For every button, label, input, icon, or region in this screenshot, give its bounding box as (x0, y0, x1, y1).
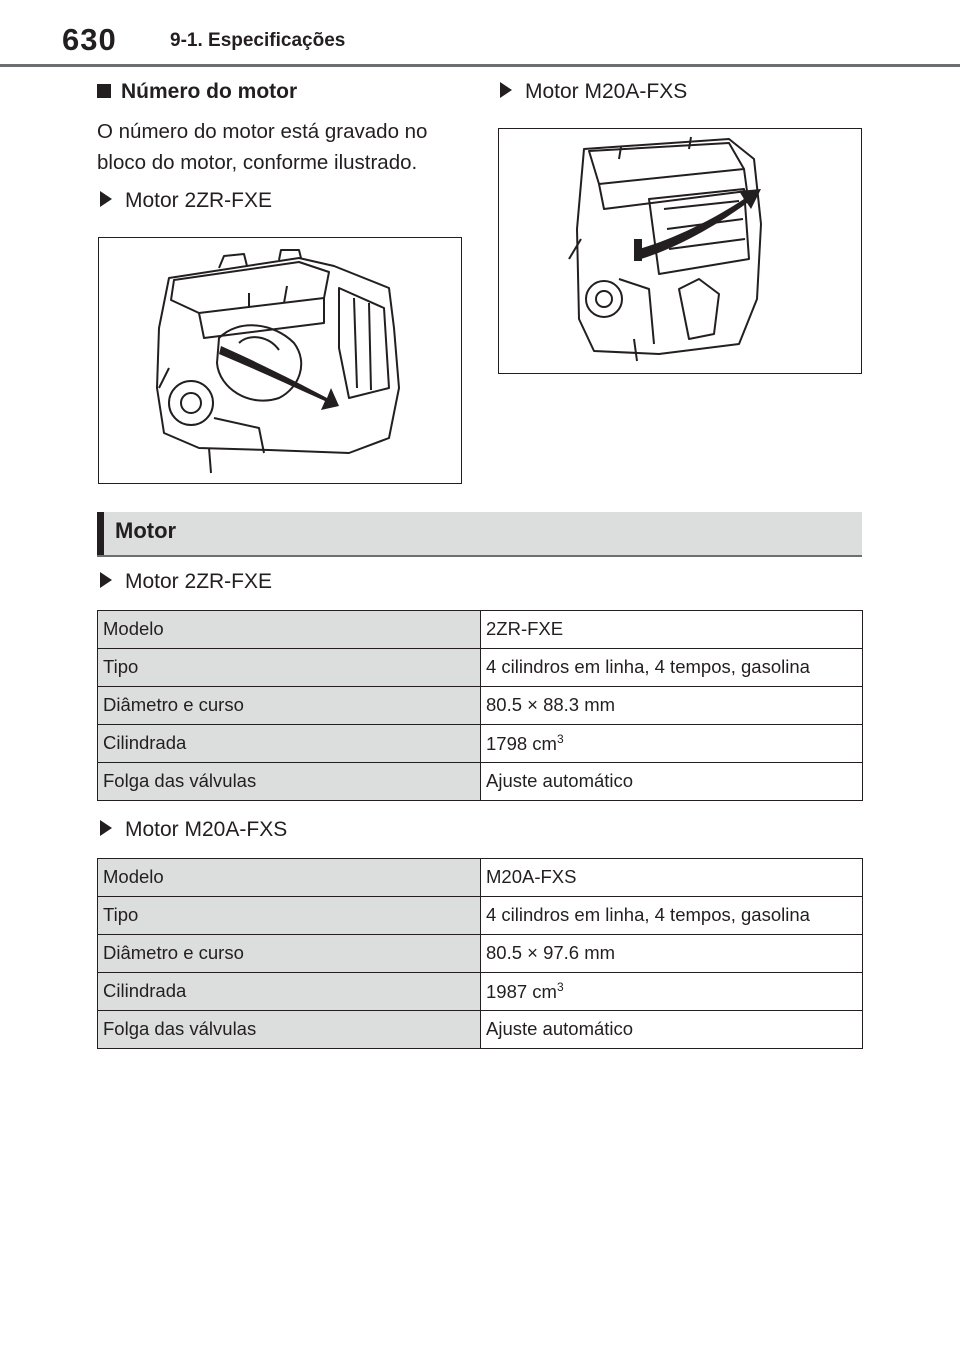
table-label-2zr-text: Motor 2ZR-FXE (125, 570, 273, 593)
engine-number-text: O número do motor está gravado no bloco do motor, conforme ilustrado. (97, 120, 428, 174)
triangle-right-icon (100, 191, 112, 207)
superscript: 3 (556, 980, 564, 994)
spec-key: Cilindrada (98, 725, 481, 763)
table-row (98, 859, 863, 897)
table-row (98, 725, 863, 763)
engine-2zr-illustration (98, 237, 462, 484)
spec-value: Ajuste automático (481, 763, 863, 801)
spec-key: Cilindrada (98, 973, 481, 1011)
table-row (98, 935, 863, 973)
spec-value-cell (481, 725, 863, 763)
spec-value: 1987 cm (486, 981, 557, 1003)
motor-section-bar (97, 512, 862, 555)
header-divider (0, 64, 960, 67)
spec-value: 80.5 × 97.6 mm (481, 935, 863, 973)
spec-key: Tipo (98, 897, 481, 935)
triangle-right-icon (500, 82, 512, 98)
table-label-2zr (100, 570, 272, 594)
table-row (98, 687, 863, 725)
engine-m20a-drawing (499, 129, 861, 373)
superscript: 3 (556, 732, 564, 746)
motor-section-underline (97, 555, 862, 557)
spec-value: 2ZR-FXE (481, 611, 863, 649)
section-title: 9-1. Especificações (170, 30, 346, 51)
black-square-icon (97, 84, 111, 98)
table-row (98, 611, 863, 649)
engine-number-heading-text: Número do motor (121, 80, 298, 103)
table-label-m20a (100, 818, 287, 842)
spec-value-cell (481, 973, 863, 1011)
spec-value: 4 cilindros em linha, 4 tempos, gasolina (481, 649, 863, 687)
spec-key: Diâmetro e curso (98, 935, 481, 973)
fig-label-2zr (100, 189, 272, 213)
table-row (98, 973, 863, 1011)
fig-label-m20a (500, 80, 687, 104)
engine-m20a-illustration (498, 128, 862, 374)
fig-label-m20a-text: Motor M20A-FXS (525, 80, 688, 103)
spec-key: Folga das válvulas (98, 763, 481, 801)
spec-key: Modelo (98, 611, 481, 649)
table-label-m20a-text: Motor M20A-FXS (125, 818, 288, 841)
motor-section-title: Motor (115, 518, 177, 543)
spec-table-2zr (97, 610, 863, 801)
engine-number-heading (97, 80, 297, 104)
spec-value: 1798 cm (486, 733, 557, 755)
spec-key: Modelo (98, 859, 481, 897)
spec-value: M20A-FXS (481, 859, 863, 897)
spec-key: Tipo (98, 649, 481, 687)
spec-value: 80.5 × 88.3 mm (481, 687, 863, 725)
table-row (98, 649, 863, 687)
spec-value: 4 cilindros em linha, 4 tempos, gasolina (481, 897, 863, 935)
table-row (98, 1011, 863, 1049)
spec-key: Diâmetro e curso (98, 687, 481, 725)
spec-table-m20a (97, 858, 863, 1049)
triangle-right-icon (100, 820, 112, 836)
table-row (98, 763, 863, 801)
page-number: 630 (62, 22, 117, 57)
table-row (98, 897, 863, 935)
triangle-right-icon (100, 572, 112, 588)
engine-2zr-drawing (99, 238, 461, 483)
fig-label-2zr-text: Motor 2ZR-FXE (125, 189, 273, 212)
spec-value: Ajuste automático (481, 1011, 863, 1049)
spec-key: Folga das válvulas (98, 1011, 481, 1049)
